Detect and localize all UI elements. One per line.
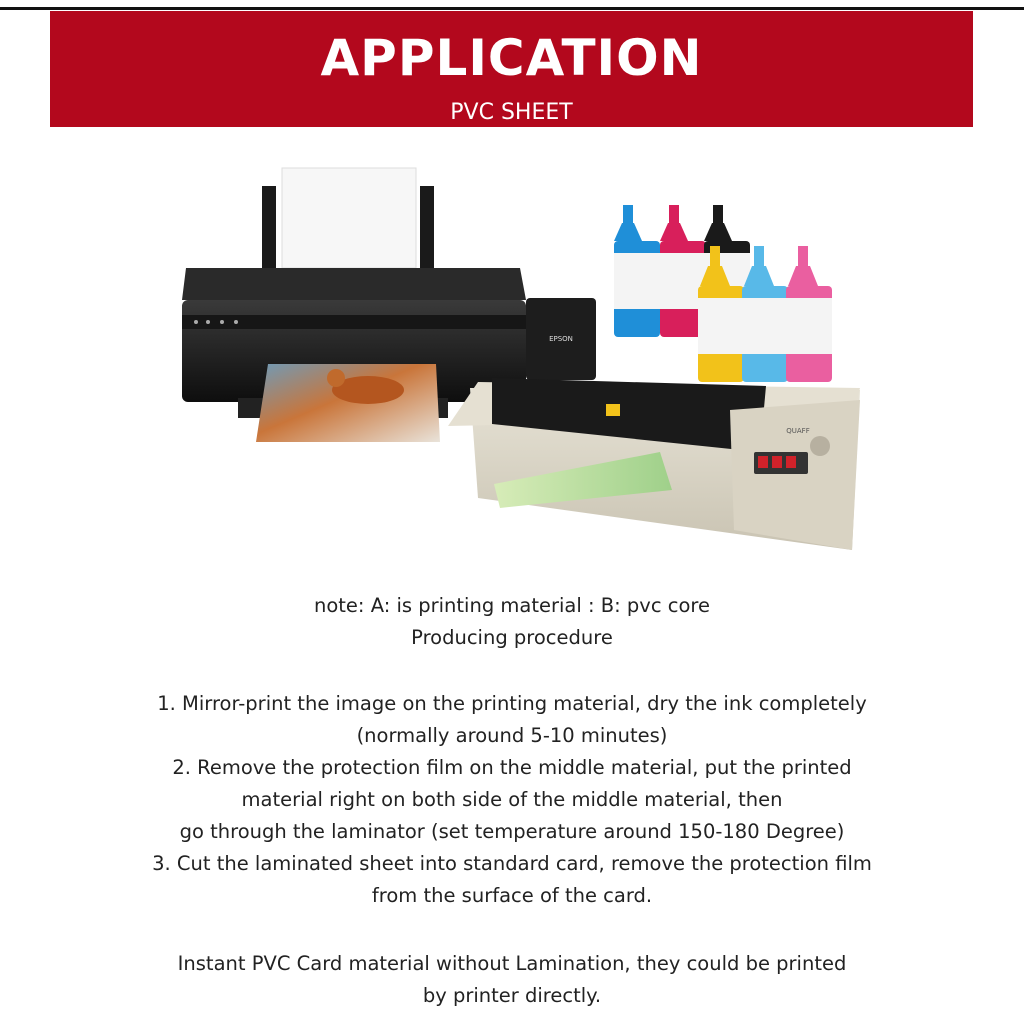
- footer-line: Instant PVC Card material without Lamination, they could be printed: [177, 952, 847, 975]
- laminator-image: [448, 378, 860, 550]
- step-line: from the surface of the card.: [371, 884, 653, 907]
- top-divider: [0, 7, 1024, 10]
- banner-title: APPLICATION: [320, 29, 703, 87]
- footer-note: [60, 948, 964, 1012]
- step-line: (normally around 5-10 minutes): [356, 724, 668, 747]
- procedure-steps: [60, 688, 964, 912]
- footer-line: by printer directly.: [422, 984, 602, 1007]
- step-line: 1. Mirror-print the image on the printing material, dry the ink completely: [157, 692, 867, 715]
- header-banner: [50, 11, 973, 127]
- note-line: note: A: is printing material : B: pvc core: [314, 594, 710, 617]
- banner-subtitle: PVC SHEET: [450, 100, 573, 125]
- product-illustration: [0, 150, 1024, 570]
- step-line: go through the laminator (set temperature around 150-180 Degree): [179, 820, 845, 843]
- step-line: 3. Cut the laminated sheet into standard card, remove the protection film: [152, 852, 872, 875]
- procedure-heading: Producing procedure: [411, 626, 613, 649]
- notes-section: [60, 590, 964, 654]
- step-line: material right on both side of the middle material, then: [241, 788, 783, 811]
- laminator-brand-label: QUAFF: [786, 427, 810, 435]
- printer-brand-label: EPSON: [549, 335, 573, 343]
- step-line: 2. Remove the protection film on the middle material, put the printed: [172, 756, 852, 779]
- ink-bottles-image: [614, 205, 832, 382]
